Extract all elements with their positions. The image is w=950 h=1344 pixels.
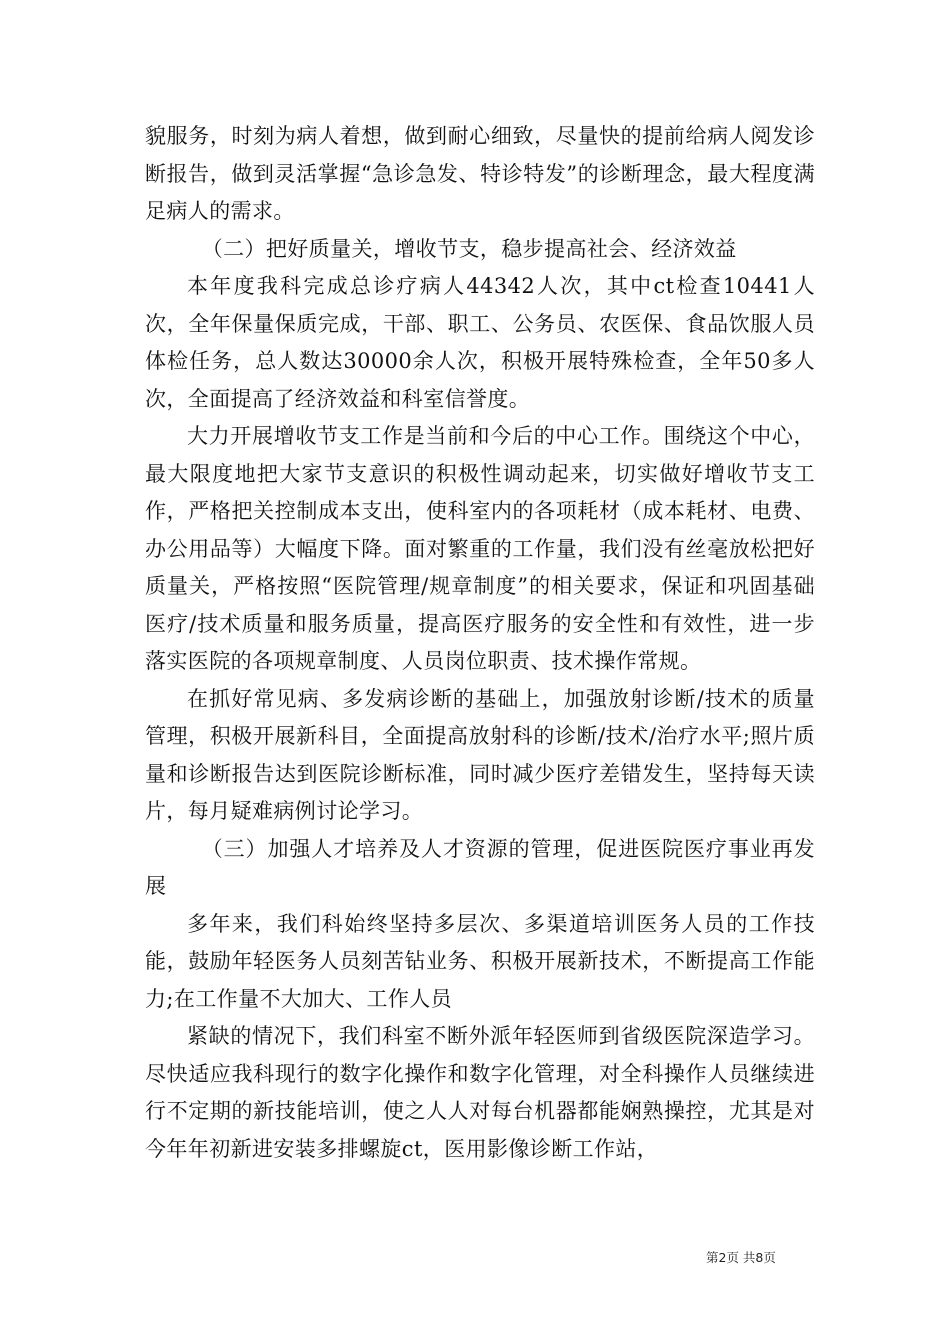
paragraph-service: 貌服务，时刻为病人着想，做到耐心细致，尽量快的提前给病人阅发诊断报告，做到灵活掌握“急诊急发、特诊特发”的诊断理念，最大程度满足病人的需求。 [145,124,815,223]
section-heading-quality: （二）把好质量关，增收节支，稳步提高社会、经济效益 [201,236,737,261]
document-body [145,118,815,1168]
section-heading-talent: （三）加强人才培养及人才资源的管理，促进医院医疗事业再发展 [145,836,815,898]
paragraph-cost-saving: 大力开展增收节支工作是当前和今后的中心工作。围绕这个中心，最大限度地把大家节支意识的积极性调动起来，切实做好增收节支工作，严格把关控制成本支出，使科室内的各项耗材（成本耗材、电费、办公用品等）大幅度下降。面对繁重的工作量，我们没有丝毫放松把好质量关，严格按照“医院管理/规章制度”的相关要求，保证和巩固基础医疗/技术质量和服务质量，提高医疗服务的安全性和有效性，进一步落实医院的各项规章制度、人员岗位职责、技术操作常规。 [145,424,815,673]
paragraph-quality-management: 在抓好常见病、多发病诊断的基础上，加强放射诊断/技术的质量管理，积极开展新科目，全面提高放射科的诊断/技术/治疗水平;照片质量和诊断报告达到医院诊断标准，同时减少医疗差错发生，坚持每天读片，每月疑难病例讨论学习。 [145,686,815,823]
paragraph-further-study: 紧缺的情况下，我们科室不断外派年轻医师到省级医院深造学习。尽快适应我科现行的数字化操作和数字化管理，对全科操作人员继续进行不定期的新技能培训，使之人人对每台机器都能娴熟操控，尤其是对今年年初新进安装多排螺旋ct，医用影像诊断工作站， [145,1024,815,1161]
page-number-footer: 第2页 共8页 [706,1250,776,1265]
paragraph-annual-statistics: 本年度我科完成总诊疗病人44342人次，其中ct检查10441人次，全年保量保质完成，干部、职工、公务员、农医保、食品饮服人员体检任务，总人数达30000余人次，积极开展特殊检查，全年50多人次，全面提高了经济效益和科室信誉度。 [145,274,815,411]
paragraph-training: 多年来，我们科始终坚持多层次、多渠道培训医务人员的工作技能，鼓励年轻医务人员刻苦钻业务、积极开展新技术，不断提高工作能力;在工作量不大加大、工作人员 [145,911,815,1011]
